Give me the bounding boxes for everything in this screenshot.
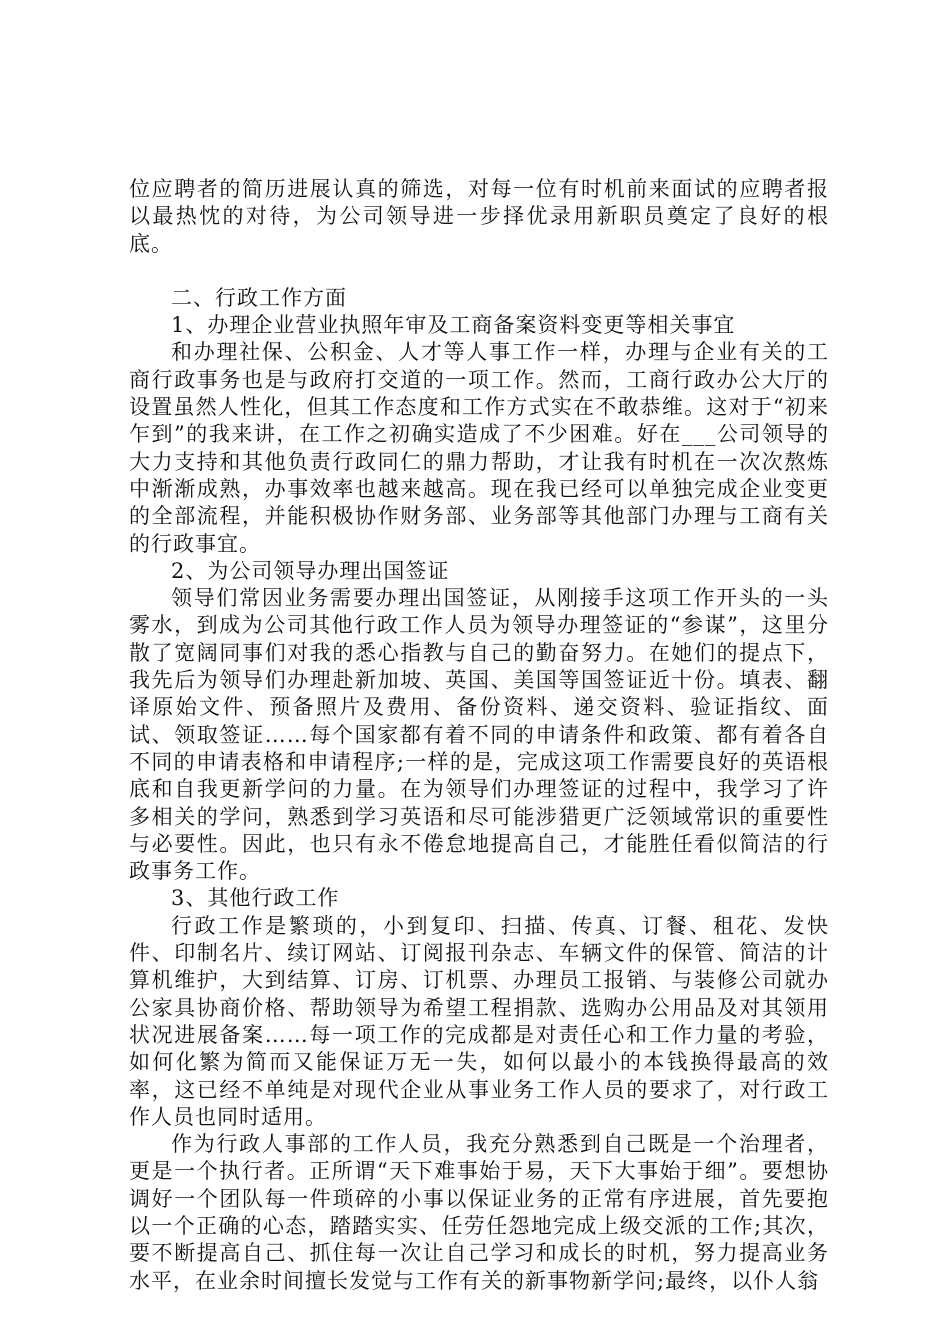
document-body [129, 176, 829, 1295]
item-1-title: 1、办理企业营业执照年审及工商备案资料变更等相关事宜 [171, 313, 736, 338]
closing-paragraph: 作为行政人事部的工作人员，我充分熟悉到自己既是一个治理者，更是一个执行者。正所谓“天下难事始于易，天下大事始于细”。要想协调好一个团队每一件琐碎的小事以保证业务的正常有序进展，首先要抱以一个正确的心态，踏踏实实、任劳任怨地完成上级交派的工作;其次，要不断提高自己、抓住每一次让自己学习和成长的时机，努力提高业务水平，在业余时间擅长发觉与工作有关的新事物新学问;最终，以仆人翁 [129, 1132, 829, 1293]
item-3-title: 3、其他行政工作 [171, 886, 340, 911]
paragraph-gap [129, 258, 829, 285]
intro-paragraph: 位应聘者的简历进展认真的筛选，对每一位有时机前来面试的应聘者报以最热忱的对待，为公司领导进一步择优录用新职员奠定了良好的根底。 [129, 177, 829, 256]
item-1-paragraph: 和办理社保、公积金、人才等人事工作一样，办理与企业有关的工商行政事务也是与政府打交道的一项工作。然而，工商行政办公大厅的设置虽然人性化，但其工作态度和工作方式实在不敢恭维。这对于“初来乍到”的我来讲，在工作之初确实造成了不少困难。好在___公司领导的大力支持和其他负责行政同仁的鼎力帮助，才让我有时机在一次次熬炼中渐渐成熟，办事效率也越来越高。现在我已经可以单独完成企业变更的全部流程，并能积极协作财务部、业务部等其他部门办理与工商有关的行政事宜。 [129, 340, 829, 556]
item-2-paragraph: 领导们常因业务需要办理出国签证，从刚接手这项工作开头的一头雾水，到成为公司其他行政工作人员为领导办理签证的“参谋”，这里分散了宽阔同事们对我的悉心指教与自己的勤奋努力。在她们的提点下，我先后为领导们办理赴新加坡、英国、美国等国签证近十份。填表、翻译原始文件、预备照片及费用、备份资料、递交资料、验证指纹、面试、领取签证……每个国家都有着不同的申请条件和政策、都有着各自不同的申请表格和申请程序;一样的是，完成这项工作需要良好的英语根底和自我更新学问的力量。在为领导们办理签证的过程中，我学习了许多相关的学问，熟悉到学习英语和尽可能涉猎更广泛领域常识的重要性与必要性。因此，也只有永不倦怠地提高自己，才能胜任看似简洁的行政事务工作。 [129, 586, 829, 884]
item-2-title: 2、为公司领导办理出国签证 [171, 558, 450, 583]
section-2-title: 二、行政工作方面 [171, 285, 347, 310]
item-3-paragraph: 行政工作是繁琐的，小到复印、扫描、传真、订餐、租花、发快件、印制名片、续订网站、订阅报刊杂志、车辆文件的保管、简洁的计算机维护，大到结算、订房、订机票、办理员工报销、与装修公司就办公家具协商价格、帮助领导为希望工程捐款、选购办公用品及对其领用状况进展备案……每一项工作的完成都是对责任心和工作力量的考验，如何化繁为简而又能保证万无一失，如何以最小的本钱换得最高的效率，这已经不单纯是对现代企业从事业务工作人员的要求了，对行政工作人员也同时适用。 [129, 913, 829, 1129]
